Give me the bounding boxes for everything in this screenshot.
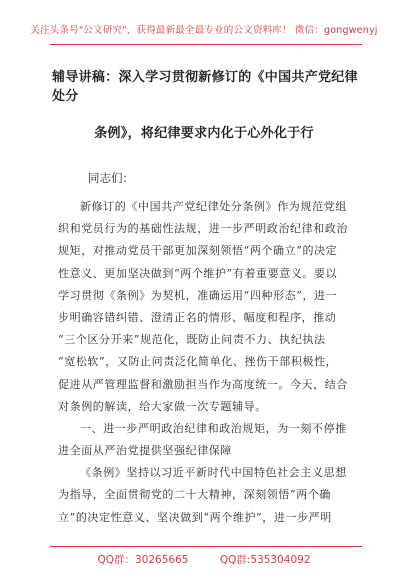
body-line: 新修订的《中国共产党纪律处分条例》作为规范党组 xyxy=(80,200,347,213)
salutation: 同志们： xyxy=(88,171,134,185)
header-note: 关注头条号"公文研究"，获得最新最全最专业的公文资料库！ 微信：gongwenyj xyxy=(30,25,378,36)
body-line: 促进从严管理监督和激励担当作为高度统一。今天，结合 xyxy=(58,377,348,391)
body-line: 为指导，全面贯彻党的二十大精神，深刻领悟“两个确 xyxy=(58,488,332,502)
footer-qq-group-1[interactable]: QQ群：30265665 xyxy=(97,554,189,566)
body-line: “宽松软”，又防止问责泛化简单化、挫伤干部积极性， xyxy=(58,355,338,369)
body-line: 进全面从严治党提供坚强纪律保障 xyxy=(58,444,232,458)
document-title-line1: 辅导讲稿：深入学习贯彻新修订的《中国共产党纪律处分 xyxy=(52,70,358,104)
body-line: 学习贯彻《条例》为契机，准确运用“四种形态”，进一 xyxy=(58,288,338,302)
body-line: 一、进一步严明政治纪律和政治规矩，为一刻不停推 xyxy=(80,421,347,435)
body-text xyxy=(58,196,358,529)
body-line: 规矩，对推动党员干部更加深刻领悟“两个确立”的决定 xyxy=(58,244,338,258)
footer xyxy=(0,552,408,567)
body-line: 织和党员行为的基础性法规，进一步严明政治纪律和政治 xyxy=(58,222,348,236)
footer-divider xyxy=(50,546,362,547)
body-line: 步明确容错纠错、澄清正名的情形、幅度和程序，推动 xyxy=(58,310,337,324)
body-line: 对条例的解读，给大家做一次专题辅导。 xyxy=(58,399,267,413)
header-divider xyxy=(50,44,362,45)
document-title-line2: 条例》，将纪律要求内化于心外化于行 xyxy=(94,126,314,141)
footer-qq-group-2[interactable]: QQ群:535304092 xyxy=(219,554,311,566)
body-line: 《条例》坚持以习近平新时代中国特色社会主义思想 xyxy=(80,466,347,480)
body-line: “三个区分开来”规范化，既防止问责不力、执纪执法 xyxy=(58,333,326,347)
body-line: 立”的决定性意义、坚决做到“两个维护”，进一步严明 xyxy=(58,510,332,524)
body-line: 性意义、更加坚决做到“两个维护”有着重要意义。要以 xyxy=(58,266,338,280)
